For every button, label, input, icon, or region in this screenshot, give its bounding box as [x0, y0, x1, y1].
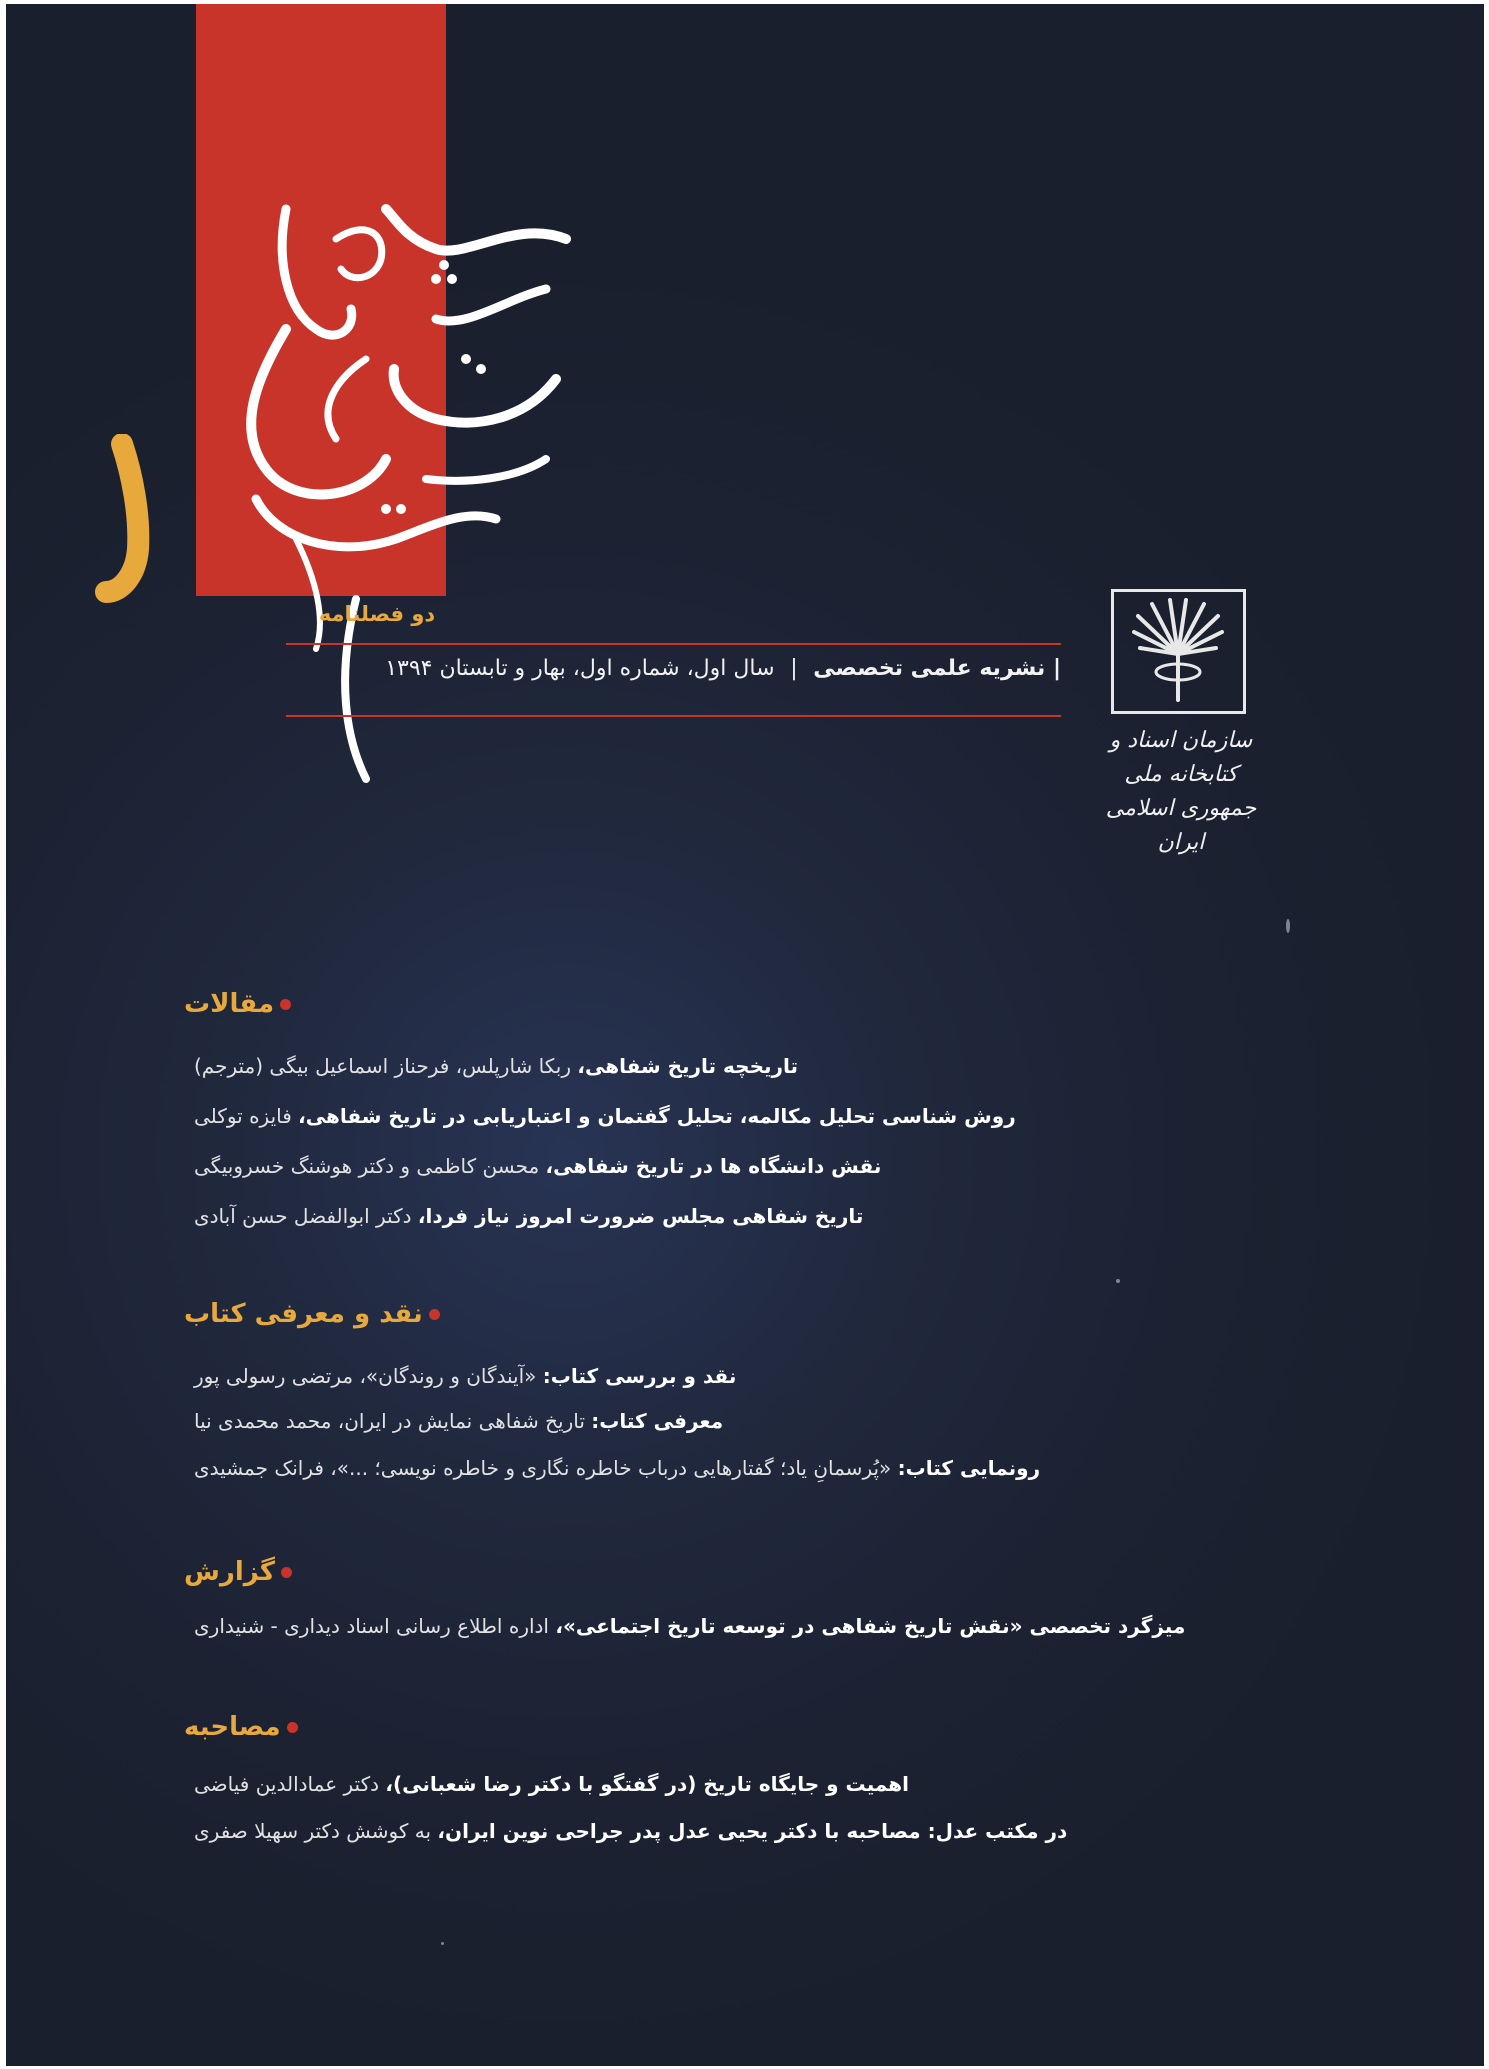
section-heading-reviews: نقد و معرفی کتاب [184, 1299, 440, 1329]
bullet-dot-icon [280, 999, 291, 1010]
scan-speck [1116, 1279, 1120, 1283]
divider-bottom [286, 715, 1061, 717]
bullet-dot-icon [429, 1309, 440, 1320]
bullet-dot-icon [287, 1722, 298, 1733]
toc-entry: روش شناسی تحلیل مکالمه، تحلیل گفتمان و اعتباریابی در تاریخ شفاهی، فایزه توکلی [194, 1104, 1016, 1128]
publisher-logo [1111, 589, 1246, 714]
toc-entry: رونمایی کتاب: «پُرسمانِ یاد؛ گفتارهایی درباب خاطره نگاری و خاطره نویسی؛ ...»، فرانک جمشیدی [194, 1456, 1041, 1480]
divider-top [286, 643, 1061, 645]
toc-entry: میزگرد تخصصی «نقش تاریخ شفاهی در توسعه تاریخ اجتماعی»، اداره اطلاع رسانی اسناد دیداری - شنیداری [194, 1614, 1186, 1638]
toc-entry: نقش دانشگاه ها در تاریخ شفاهی، محسن کاظمی و دکتر هوشنگ خسروبیگی [194, 1154, 882, 1178]
section-heading-interview: مصاحبه [184, 1712, 298, 1742]
frequency-label: دو فصلنامه [318, 602, 436, 626]
bullet-dot-icon [281, 1567, 292, 1578]
scan-speck [1286, 919, 1290, 933]
publisher-name-line1: سازمان اسناد و کتابخانه ملی [1109, 728, 1253, 787]
subtitle-separator: | [790, 656, 798, 681]
section-heading-report: گزارش [184, 1557, 292, 1587]
tree-icon [1114, 592, 1243, 711]
subtitle-type: نشریه علمی تخصصی [813, 656, 1046, 681]
scan-speck [441, 1942, 444, 1945]
journal-subtitle [286, 656, 1061, 696]
publisher-name-line2: جمهوری اسلامی ایران [1105, 796, 1257, 855]
toc-entry: اهمیت و جایگاه تاریخ (در گفتگو با دکتر رضا شعبانی)، دکتر عمادالدین فیاضی [194, 1772, 910, 1796]
red-title-band [196, 4, 446, 596]
publisher-name [1081, 724, 1281, 860]
journal-cover [6, 4, 1484, 2066]
toc-entry: نقد و بررسی کتاب: «آیندگان و روندگان»، مرتضی رسولی پور [194, 1364, 737, 1388]
toc-entry: تاریخچه تاریخ شفاهی، ربکا شارپلس، فرحناز اسماعیل بیگی (مترجم) [194, 1054, 799, 1078]
subtitle-bar-icon: | [1052, 656, 1061, 681]
toc-entry: در مکتب عدل: مصاحبه با دکتر یحیی عدل پدر جراحی نوین ایران، به کوشش دکتر سهیلا صفری [194, 1819, 1068, 1843]
section-heading-articles: مقالات [184, 989, 291, 1019]
issue-number-mark [92, 434, 172, 604]
toc-entry: معرفی کتاب: تاریخ شفاهی نمایش در ایران، محمد محمدی نیا [194, 1409, 724, 1433]
toc-entry: تاریخ شفاهی مجلس ضرورت امروز نیاز فردا، دکتر ابوالفضل حسن آبادی [194, 1204, 864, 1228]
subtitle-issue: سال اول، شماره اول، بهار و تابستان ۱۳۹۴ [385, 656, 775, 681]
